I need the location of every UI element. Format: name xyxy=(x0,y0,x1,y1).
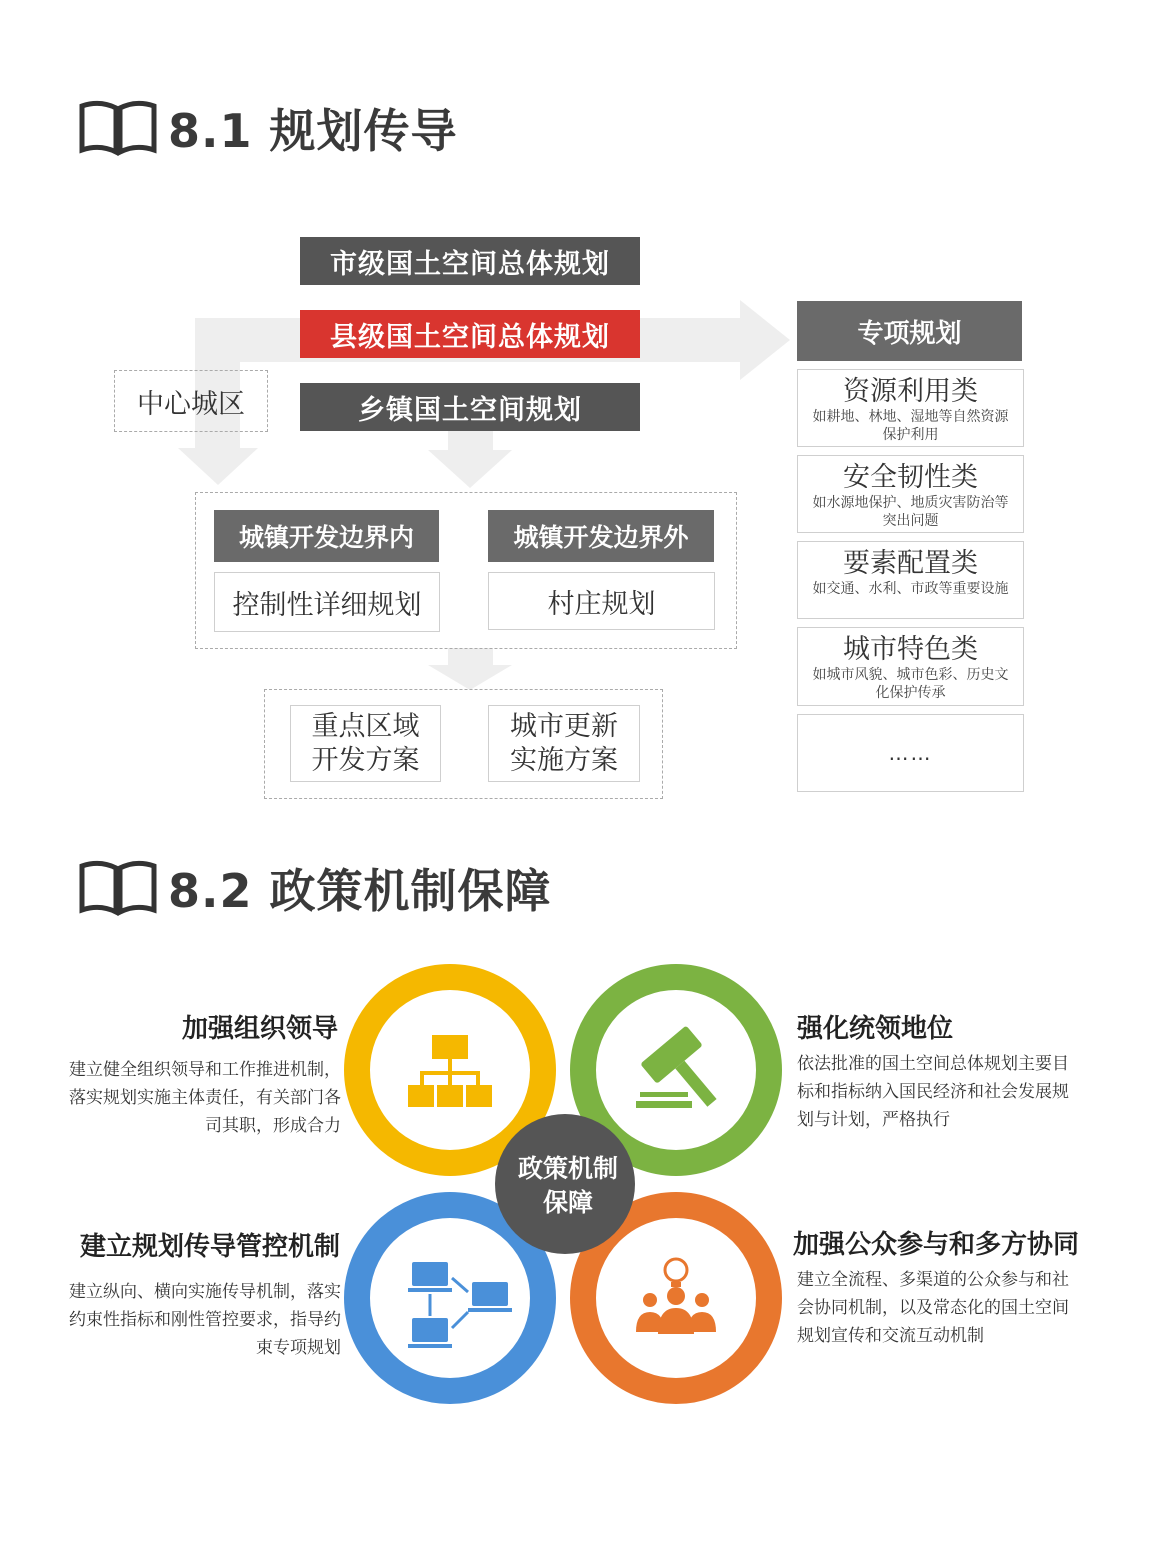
mechanism-desc-transmission: 建立纵向、横向实施传导机制，落实约束性指标和刚性管控要求，指导约束专项规划 xyxy=(69,1282,341,1358)
outside-boundary-header: 城镇开发边界外 xyxy=(488,510,714,562)
regulatory-detailed-plan: 控制性详细规划 xyxy=(214,572,440,632)
special-item-desc: 如水源地保护、地质灾害防治等突出问题 xyxy=(812,495,1009,529)
center-city-box: 中心城区 xyxy=(114,370,268,432)
special-item-resource xyxy=(797,369,1024,447)
section2-heading xyxy=(78,856,552,920)
special-item-title: 城市特色类 xyxy=(843,634,978,665)
special-item-safety xyxy=(797,455,1024,533)
section1-title: 8.1 规划传导 xyxy=(168,104,458,158)
book-icon xyxy=(78,858,158,918)
special-plan-header: 专项规划 xyxy=(797,301,1022,361)
people-idea-icon xyxy=(636,1259,716,1334)
center-label: 政策机制 保障 xyxy=(517,1154,618,1217)
township-level-plan: 乡镇国土空间规划 xyxy=(300,383,640,431)
mechanism-title-public-participation: 加强公众参与和多方协同 xyxy=(793,1230,1080,1260)
special-item-more: …… xyxy=(797,714,1024,792)
section2-title: 8.2 政策机制保障 xyxy=(168,864,552,918)
key-area-scheme: 重点区域 开发方案 xyxy=(290,705,441,782)
mechanism-title-transmission: 建立规划传导管控机制 xyxy=(79,1232,340,1262)
special-item-desc: 如交通、水利、市政等重要设施 xyxy=(812,581,1009,597)
mechanism-title-leading-role: 强化统领地位 xyxy=(797,1014,954,1044)
urban-renewal-scheme: 城市更新 实施方案 xyxy=(488,705,640,782)
mechanism-desc-public-participation: 建立全流程、多渠道的公众参与和社会协同机制，以及常态化的国土空间规划宣传和交流互动机制 xyxy=(797,1270,1069,1346)
county-level-plan: 县级国土空间总体规划 xyxy=(300,310,640,358)
gavel-icon xyxy=(636,1025,735,1122)
city-level-plan: 市级国土空间总体规划 xyxy=(300,237,640,285)
mechanism-desc-leadership: 建立健全组织领导和工作推进机制，落实规划实施主体责任，有关部门各司其职，形成合力 xyxy=(69,1060,341,1136)
special-item-title: 资源利用类 xyxy=(843,376,978,407)
special-item-desc: 如城市风貌、城市色彩、历史文化保护传承 xyxy=(812,667,1009,701)
org-chart-icon xyxy=(408,1035,492,1107)
village-plan: 村庄规划 xyxy=(488,572,715,630)
special-item-title: 安全韧性类 xyxy=(843,462,978,493)
inside-boundary-header: 城镇开发边界内 xyxy=(214,510,439,562)
network-computers-icon xyxy=(408,1262,512,1348)
special-item-desc: 如耕地、林地、湿地等自然资源保护利用 xyxy=(812,409,1009,443)
mechanism-title-leadership: 加强组织领导 xyxy=(181,1014,338,1044)
special-item-feature xyxy=(797,627,1024,706)
special-item-allocation xyxy=(797,541,1024,619)
special-item-title: 要素配置类 xyxy=(843,548,978,579)
mechanism-desc-leading-role: 依法批准的国土空间总体规划主要目标和指标纳入国民经济和社会发展规划与计划，严格执行 xyxy=(797,1054,1069,1130)
